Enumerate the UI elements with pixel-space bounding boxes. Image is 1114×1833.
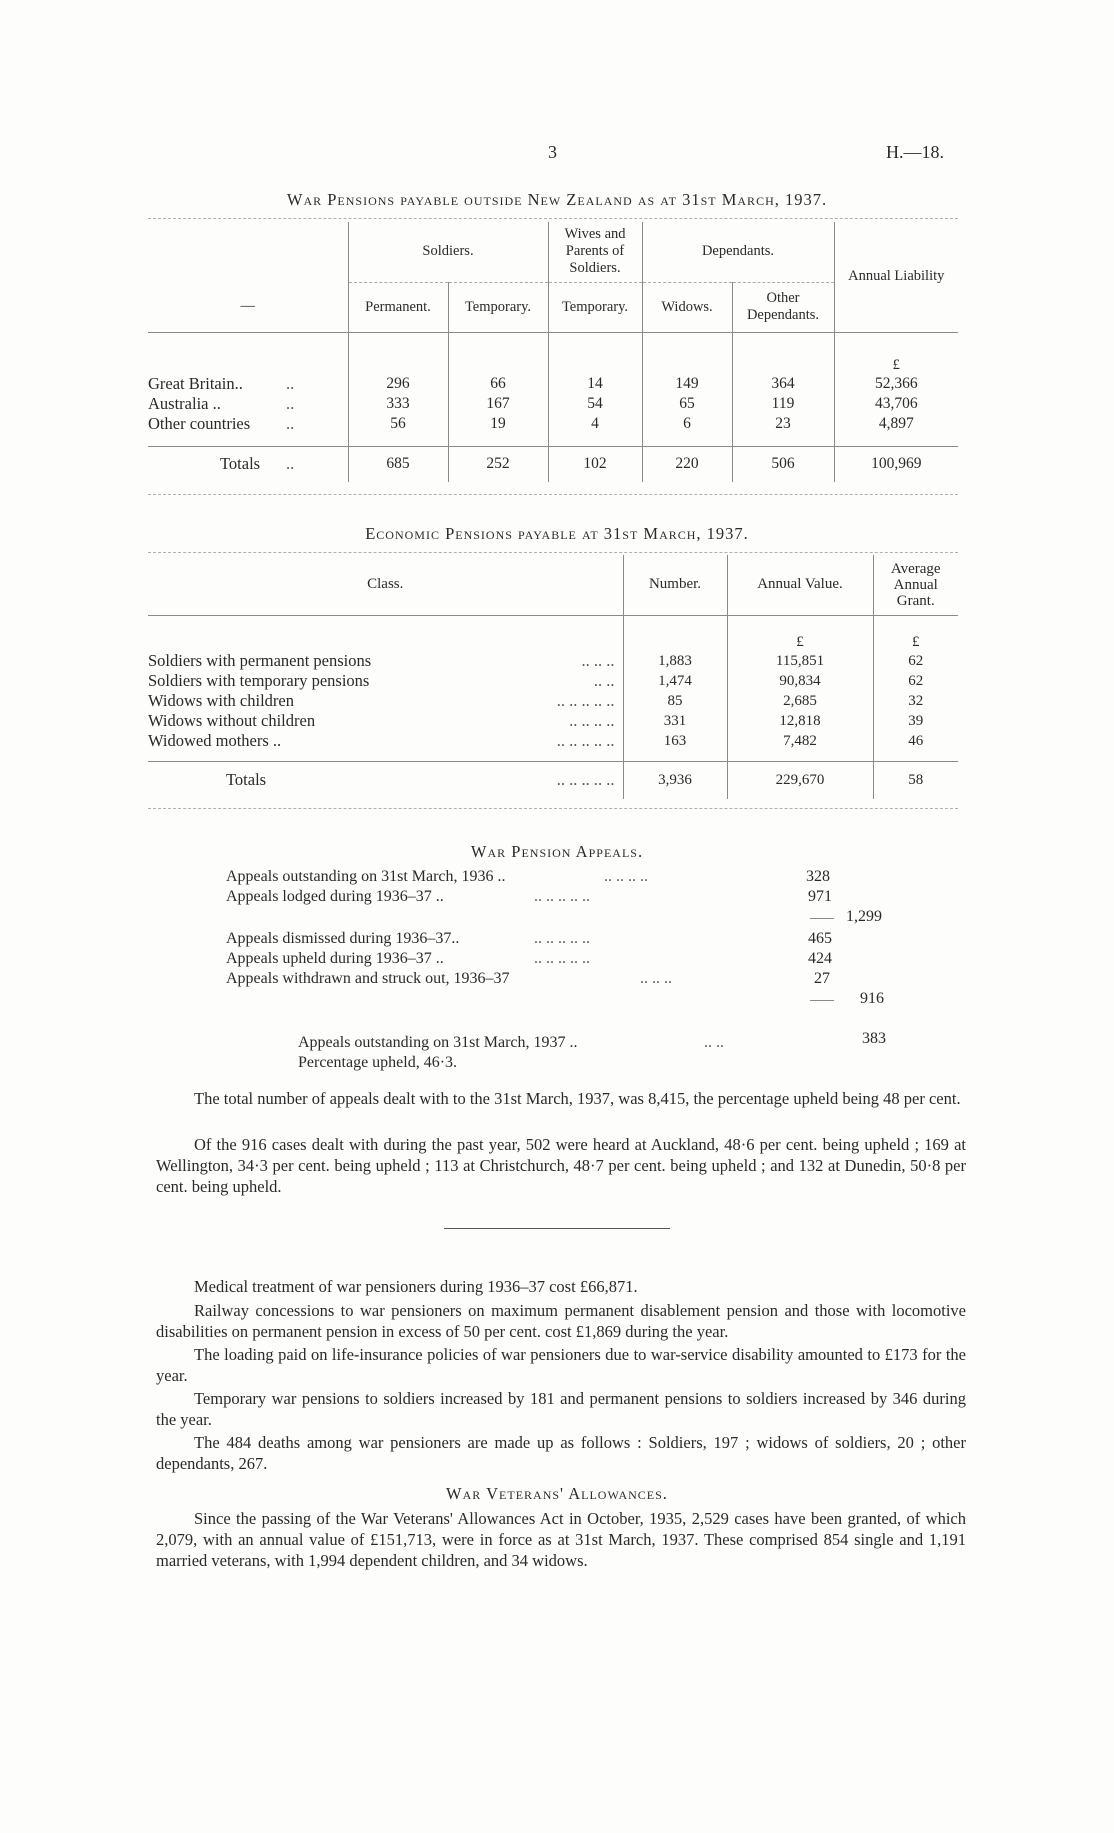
header-wives-temporary: Temporary. (548, 282, 642, 332)
appeal-value: 27 (814, 970, 830, 987)
page-number: 3 (548, 142, 557, 162)
cell-wives: 14 (548, 374, 642, 394)
row-label: Other countries (148, 414, 251, 433)
paragraph: The 484 deaths among war pensioners are made up as follows : Soldiers, 197 ; widows of soldiers, 20 ; other dependants, 267. (156, 1433, 966, 1473)
cell-value: 12,818 (727, 711, 873, 731)
row-label: Soldiers with permanent pensions (148, 651, 372, 670)
cell-liability: 4,897 (834, 414, 958, 434)
header-annual-value: Annual Value. (727, 555, 873, 615)
cell-liability: 52,366 (834, 374, 958, 394)
pound-sign: £ (873, 615, 958, 651)
cell-permanent: 333 (348, 394, 448, 414)
total-widows: 220 (642, 446, 732, 482)
cell-number: 1,883 (623, 651, 727, 671)
war-pensions-table (148, 222, 958, 482)
total-value: 229,670 (727, 761, 873, 799)
appeal-subtotal: 916 (860, 990, 884, 1007)
header-annual-liability: Annual Liability (834, 222, 958, 332)
header-dash: — (240, 298, 255, 315)
totals-label: Totals (226, 770, 267, 790)
total-liability: 100,969 (834, 446, 958, 482)
appeals-outstanding-value: 383 (862, 1030, 886, 1047)
row-label: Soldiers with temporary pensions (148, 671, 370, 690)
veterans-title: War Veterans' Allowances. (446, 1484, 668, 1503)
table1-top-rule (148, 218, 958, 219)
total-other: 506 (732, 446, 834, 482)
header-number: Number. (623, 555, 727, 615)
cell-avg: 39 (873, 711, 958, 731)
cell-value: 90,834 (727, 671, 873, 691)
economic-pensions-title: Economic Pensions payable at 31st March, 1937. (365, 524, 749, 543)
cell-other: 119 (732, 394, 834, 414)
row-label: Widows with children (148, 691, 294, 710)
cell-temporary: 19 (448, 414, 548, 434)
header-class: Class. (367, 576, 404, 593)
paragraph: Railway concessions to war pensioners on maximum permanent disablement pension and those with locomotive disabilities on permanent pension in excess of 50 per cent. cost £1,869 during the year. (156, 1301, 966, 1341)
totals-label: Totals (220, 454, 261, 474)
cell-widows: 65 (642, 394, 732, 414)
table-row: Widows without children .. .. .. .. 331 12,818 39 (148, 711, 958, 731)
appeal-value: 465 (808, 930, 832, 947)
table1-bottom-rule (148, 494, 958, 495)
totals-row: Totals .. 685 252 102 220 506 100,969 (148, 446, 958, 482)
table2-bottom-rule (148, 808, 958, 809)
cell-permanent: 56 (348, 414, 448, 434)
table-row: Australia .. .. 333 167 54 65 119 43,706 (148, 394, 958, 414)
cell-avg: 62 (873, 651, 958, 671)
appeal-subtotal: 1,299 (846, 908, 882, 925)
header-wives-parents: Wives and Parents of Soldiers. (548, 222, 642, 282)
total-wives: 102 (548, 446, 642, 482)
totals-row: Totals .. .. .. .. .. 3,936 229,670 58 (148, 761, 958, 799)
row-label: Widowed mothers .. (148, 731, 282, 750)
cell-temporary: 66 (448, 374, 548, 394)
appeal-rule (810, 1000, 834, 1001)
cell-wives: 4 (548, 414, 642, 434)
total-temporary: 252 (448, 446, 548, 482)
paragraph: Temporary war pensions to soldiers increased by 181 and permanent pensions to soldiers increased by 346 during the year. (156, 1389, 966, 1429)
pound-sign: £ (727, 615, 873, 651)
header-permanent: Permanent. (348, 282, 448, 332)
appeal-value: 424 (808, 950, 832, 967)
header-temporary: Temporary. (448, 282, 548, 332)
row-label: Australia .. (148, 394, 221, 413)
cell-number: 163 (623, 731, 727, 751)
table-row: Widowed mothers .. .. .. .. .. .. 163 7,482 46 (148, 731, 958, 751)
report-code: H.—18. (886, 142, 944, 162)
economic-pensions-table (148, 555, 958, 799)
cell-other: 23 (732, 414, 834, 434)
cell-value: 2,685 (727, 691, 873, 711)
paragraph: Since the passing of the War Veterans' Allowances Act in October, 1935, 2,529 cases have been granted, of which 2,079, with an annual value of £151,713, were in force as at 31st March, 1937. These comprised 854 single and 1,191 married veterans, with 1,994 dependent children, and 34 widows. (156, 1509, 966, 1570)
cell-wives: 54 (548, 394, 642, 414)
cell-widows: 6 (642, 414, 732, 434)
paragraph: Medical treatment of war pensioners during 1936–37 cost £66,871. (194, 1277, 638, 1296)
header-widows: Widows. (642, 282, 732, 332)
paragraph: The total number of appeals dealt with to the 31st March, 1937, was 8,415, the percentage upheld being 48 per cent. (194, 1089, 961, 1108)
cell-number: 85 (623, 691, 727, 711)
pound-sign: £ (834, 332, 958, 374)
appeal-line: Appeals upheld during 1936–37 .. (226, 950, 444, 967)
cell-avg: 32 (873, 691, 958, 711)
table-row: Soldiers with temporary pensions .. .. 1,474 90,834 62 (148, 671, 958, 691)
cell-avg: 46 (873, 731, 958, 751)
cell-liability: 43,706 (834, 394, 958, 414)
section-divider (444, 1228, 670, 1229)
cell-temporary: 167 (448, 394, 548, 414)
appeal-value: 971 (808, 888, 832, 905)
paragraph: Of the 916 cases dealt with during the past year, 502 were heard at Auckland, 48·6 per cent. being upheld ; 169 at Wellington, 34·3 per cent. being upheld ; 113 at Christchurch, 48·7 per cent. being upheld ; and 132 at Dunedin, 50·8 per cent. being upheld. (156, 1135, 966, 1196)
cell-permanent: 296 (348, 374, 448, 394)
header-dependants: Dependants. (642, 222, 834, 282)
appeal-line: Appeals dismissed during 1936–37.. (226, 930, 460, 947)
cell-other: 364 (732, 374, 834, 394)
appeal-value: 328 (806, 868, 830, 885)
cell-number: 331 (623, 711, 727, 731)
total-number: 3,936 (623, 761, 727, 799)
table-row: Great Britain.. .. 296 66 14 149 364 52,366 (148, 374, 958, 394)
cell-value: 115,851 (727, 651, 873, 671)
percentage-upheld: Percentage upheld, 46·3. (298, 1054, 458, 1071)
appeals-outstanding: Appeals outstanding on 31st March, 1937 .. (298, 1034, 578, 1051)
row-label: Widows without children (148, 711, 316, 730)
corner-cell (148, 222, 348, 282)
appeal-rule (810, 918, 834, 919)
total-permanent: 685 (348, 446, 448, 482)
table-row: Widows with children .. .. .. .. .. 85 2,685 32 (148, 691, 958, 711)
paragraph: The loading paid on life-insurance policies of war pensioners due to war-service disability amounted to £173 for the year. (156, 1345, 966, 1385)
appeal-line: Appeals lodged during 1936–37 .. (226, 888, 444, 905)
cell-widows: 149 (642, 374, 732, 394)
header-average-grant: Average Annual Grant. (873, 555, 958, 615)
table-row: Other countries .. 56 19 4 6 23 4,897 (148, 414, 958, 434)
table2-top-rule (148, 552, 958, 553)
cell-value: 7,482 (727, 731, 873, 751)
table-row: Soldiers with permanent pensions .. .. .. 1,883 115,851 62 (148, 651, 958, 671)
cell-number: 1,474 (623, 671, 727, 691)
row-label: Great Britain.. (148, 374, 243, 393)
header-soldiers: Soldiers. (348, 222, 548, 282)
appeals-title: War Pension Appeals. (470, 842, 644, 861)
appeal-line: Appeals withdrawn and struck out, 1936–37 (226, 970, 510, 987)
cell-avg: 62 (873, 671, 958, 691)
war-pensions-title: War Pensions payable outside New Zealand as at 31st March, 1937. (286, 190, 828, 209)
appeal-line: Appeals outstanding on 31st March, 1936 .. (226, 868, 506, 885)
total-avg: 58 (873, 761, 958, 799)
header-other-dependants: Other Dependants. (732, 282, 834, 332)
